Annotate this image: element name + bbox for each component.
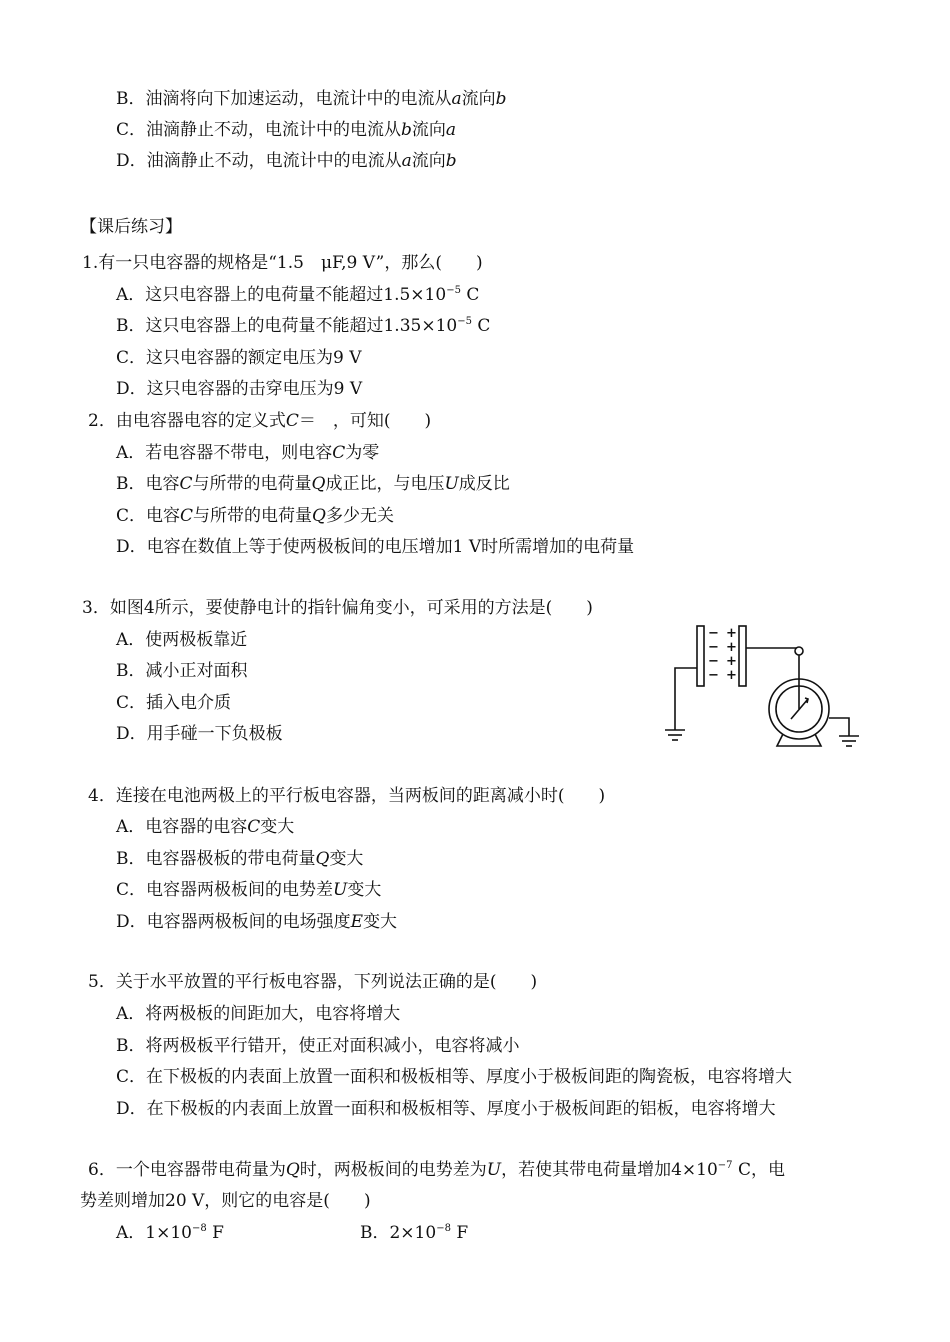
minus-sign: − <box>708 654 719 669</box>
question-4-stem: 4．连接在电池两极上的平行板电容器，当两板间的距离减小时( ) <box>88 786 606 806</box>
question-5-option-d: D．在下极板的内表面上放置一面积和极板相等、厚度小于极板间距的铝板，电容将增大 <box>116 1099 776 1119</box>
minus-sign: − <box>708 640 719 655</box>
plus-sign: + <box>726 640 737 655</box>
question-6-option-b: B．$2\times 10^{-8}$ F <box>360 1223 469 1243</box>
question-4-option-a: A．电容器的电容C变大 <box>116 817 295 837</box>
plus-sign: + <box>726 668 737 683</box>
question-3-option-c: C．插入电介质 <box>116 693 232 713</box>
ground-wire-left <box>675 668 697 730</box>
question-6-stem: 6．一个电容器带电荷量为Q时，两极板间的电势差为U，若使其带电荷量增加$4\times 10^{-7}$ C，电 <box>88 1160 785 1180</box>
positive-plate <box>739 626 746 686</box>
question-4-option-d: D．电容器两极板间的电场强度E变大 <box>116 912 398 932</box>
question-5-option-c: C．在下极板的内表面上放置一面积和极板相等、厚度小于极板间距的陶瓷板，电容将增大 <box>116 1067 793 1087</box>
question-4-option-b: B．电容器极板的带电荷量Q变大 <box>116 849 364 869</box>
question-2-stem: 2．由电容器电容的定义式C＝ ，可知( ) <box>88 411 432 431</box>
question-3-option-b: B．减小正对面积 <box>116 661 248 681</box>
prev-option-b: B．油滴将向下加速运动，电流计中的电流从a流向b <box>116 89 507 109</box>
minus-sign: − <box>708 626 719 641</box>
question-1-option-b: B．这只电容器上的电荷量不能超过$1.35\times 10^{-5}$ C <box>116 316 491 336</box>
question-5-option-b: B．将两极板平行错开，使正对面积减小，电容将减小 <box>116 1036 520 1056</box>
question-2-option-c: C．电容C与所带的电荷量Q多少无关 <box>116 506 394 526</box>
connection-wire <box>746 648 799 676</box>
capacitor-electrometer-figure <box>655 618 870 758</box>
question-2-option-a: A．若电容器不带电，则电容C为零 <box>116 443 380 463</box>
question-3-stem: 3．如图4所示，要使静电计的指针偏角变小，可采用的方法是( ) <box>82 598 593 618</box>
plus-sign: + <box>726 626 737 641</box>
question-1-option-a: A．这只电容器上的电荷量不能超过$1.5\times 10^{-5}$ C <box>116 285 480 305</box>
question-5-stem: 5．关于水平放置的平行板电容器，下列说法正确的是( ) <box>88 972 538 992</box>
question-1-option-c: C．这只电容器的额定电压为9 V <box>116 348 362 368</box>
prev-option-d: D．油滴静止不动，电流计中的电流从a流向b <box>116 151 457 171</box>
negative-plate <box>697 626 704 686</box>
question-2-option-d: D．电容在数值上等于使两极板间的电压增加1 V时所需增加的电荷量 <box>116 537 635 557</box>
electrometer-stand <box>777 734 821 746</box>
electrometer-knob <box>795 647 803 655</box>
ground-wire-right <box>829 718 849 736</box>
question-2-option-b: B．电容C与所带的电荷量Q成正比，与电压U成反比 <box>116 474 510 494</box>
prev-option-c: C．油滴静止不动，电流计中的电流从b流向a <box>116 120 457 140</box>
question-1-option-d: D．这只电容器的击穿电压为9 V <box>116 379 363 399</box>
minus-sign: − <box>708 668 719 683</box>
question-6-option-a: A．$1\times 10^{-8}$ F <box>116 1223 224 1243</box>
question-3-option-d: D．用手碰一下负极板 <box>116 724 283 744</box>
question-1-stem: 1.有一只电容器的规格是“1.5 μF,9 V”，那么( ) <box>82 253 483 273</box>
plus-sign: + <box>726 654 737 669</box>
question-6-stem-cont: 势差则增加20 V，则它的电容是( ) <box>80 1191 371 1211</box>
question-3-option-a: A．使两极板靠近 <box>116 630 248 650</box>
question-4-option-c: C．电容器两极板间的电势差U变大 <box>116 880 382 900</box>
section-title: 【课后练习】 <box>80 217 182 237</box>
question-5-option-a: A．将两极板的间距加大，电容将增大 <box>116 1004 401 1024</box>
